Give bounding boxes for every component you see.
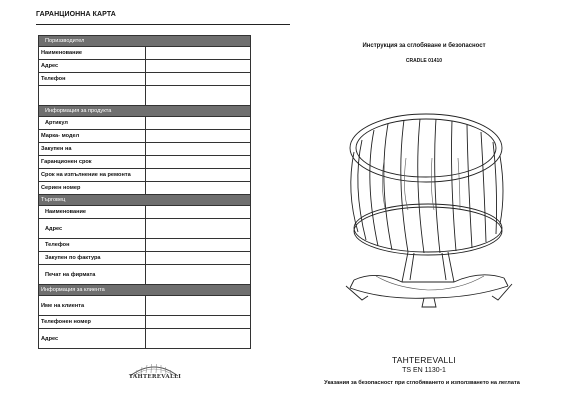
section-header-producer <box>39 36 251 47</box>
section-label: Пориззводител <box>39 36 251 47</box>
field-value-cell[interactable] <box>146 239 251 252</box>
standard-code: TS EN 1130-1 <box>402 367 446 374</box>
field-label: Печат на фирмата <box>39 265 146 285</box>
field-value-cell[interactable] <box>146 252 251 265</box>
empty-label-cell <box>39 86 146 106</box>
table-row <box>39 117 251 130</box>
field-value-cell[interactable] <box>146 206 251 219</box>
cradle-illustration <box>336 100 516 310</box>
field-label: Адрес <box>39 60 146 73</box>
table-row <box>39 219 251 239</box>
field-label: Закупен на <box>39 143 146 156</box>
table-row <box>39 73 251 86</box>
field-value-cell[interactable] <box>146 316 251 329</box>
instruction-title: Инструкция за сглобяване и безопасност <box>362 43 486 49</box>
table-row <box>39 143 251 156</box>
section-label: Търговец <box>39 195 251 206</box>
table-row <box>39 130 251 143</box>
table-row <box>39 206 251 219</box>
field-value-cell[interactable] <box>146 47 251 60</box>
field-label: Сериен номер <box>39 182 146 195</box>
field-label: Срок на изпълнение на ремонта <box>39 169 146 182</box>
table-row <box>39 60 251 73</box>
field-value-cell[interactable] <box>146 117 251 130</box>
field-label: Адрес <box>39 329 146 349</box>
section-header-dealer <box>39 195 251 206</box>
field-label: Име на клиента <box>39 296 146 316</box>
field-label: Наименование <box>39 47 146 60</box>
warranty-card-table <box>38 35 251 349</box>
field-label: Артикул <box>39 117 146 130</box>
table-row <box>39 156 251 169</box>
section-label: Информация за продукта <box>39 106 251 117</box>
field-label: Телефон <box>39 73 146 86</box>
table-row <box>39 316 251 329</box>
field-label: Адрес <box>39 219 146 239</box>
table-row <box>39 329 251 349</box>
table-row <box>39 47 251 60</box>
field-value-cell[interactable] <box>146 156 251 169</box>
field-value-cell[interactable] <box>146 296 251 316</box>
field-value-cell[interactable] <box>146 143 251 156</box>
field-value-cell[interactable] <box>146 182 251 195</box>
table-row <box>39 169 251 182</box>
field-value-cell[interactable] <box>146 73 251 86</box>
brand-name: TAHTEREVALLI <box>392 355 456 365</box>
table-row <box>39 239 251 252</box>
field-value-cell[interactable] <box>146 219 251 239</box>
table-row <box>39 86 251 106</box>
field-value-cell[interactable] <box>146 169 251 182</box>
safety-footer: Указания за безопасност при сглобяването и използването на леглата <box>324 380 520 386</box>
field-label: Закупен по фактура <box>39 252 146 265</box>
field-label: Марка- модел <box>39 130 146 143</box>
section-header-client <box>39 285 251 296</box>
logo-wordmark: TAHTEREVALLI <box>128 374 182 380</box>
field-value-cell[interactable] <box>146 130 251 143</box>
table-row <box>39 265 251 285</box>
field-label: Телефонен номер <box>39 316 146 329</box>
field-label: Наименование <box>39 206 146 219</box>
field-value-cell[interactable] <box>146 86 251 106</box>
page-title: ГАРАНЦИОННА КАРТА <box>36 11 116 18</box>
table-row <box>39 296 251 316</box>
title-divider <box>36 24 290 25</box>
field-value-cell[interactable] <box>146 329 251 349</box>
field-value-cell[interactable] <box>146 265 251 285</box>
table-row <box>39 252 251 265</box>
section-header-product <box>39 106 251 117</box>
section-label: Информация за клиента <box>39 285 251 296</box>
field-label: Телефон <box>39 239 146 252</box>
table-row <box>39 182 251 195</box>
product-model: CRADLE 01410 <box>405 58 443 64</box>
field-label: Гаранционен срок <box>39 156 146 169</box>
field-value-cell[interactable] <box>146 60 251 73</box>
brand-logo <box>124 360 184 390</box>
